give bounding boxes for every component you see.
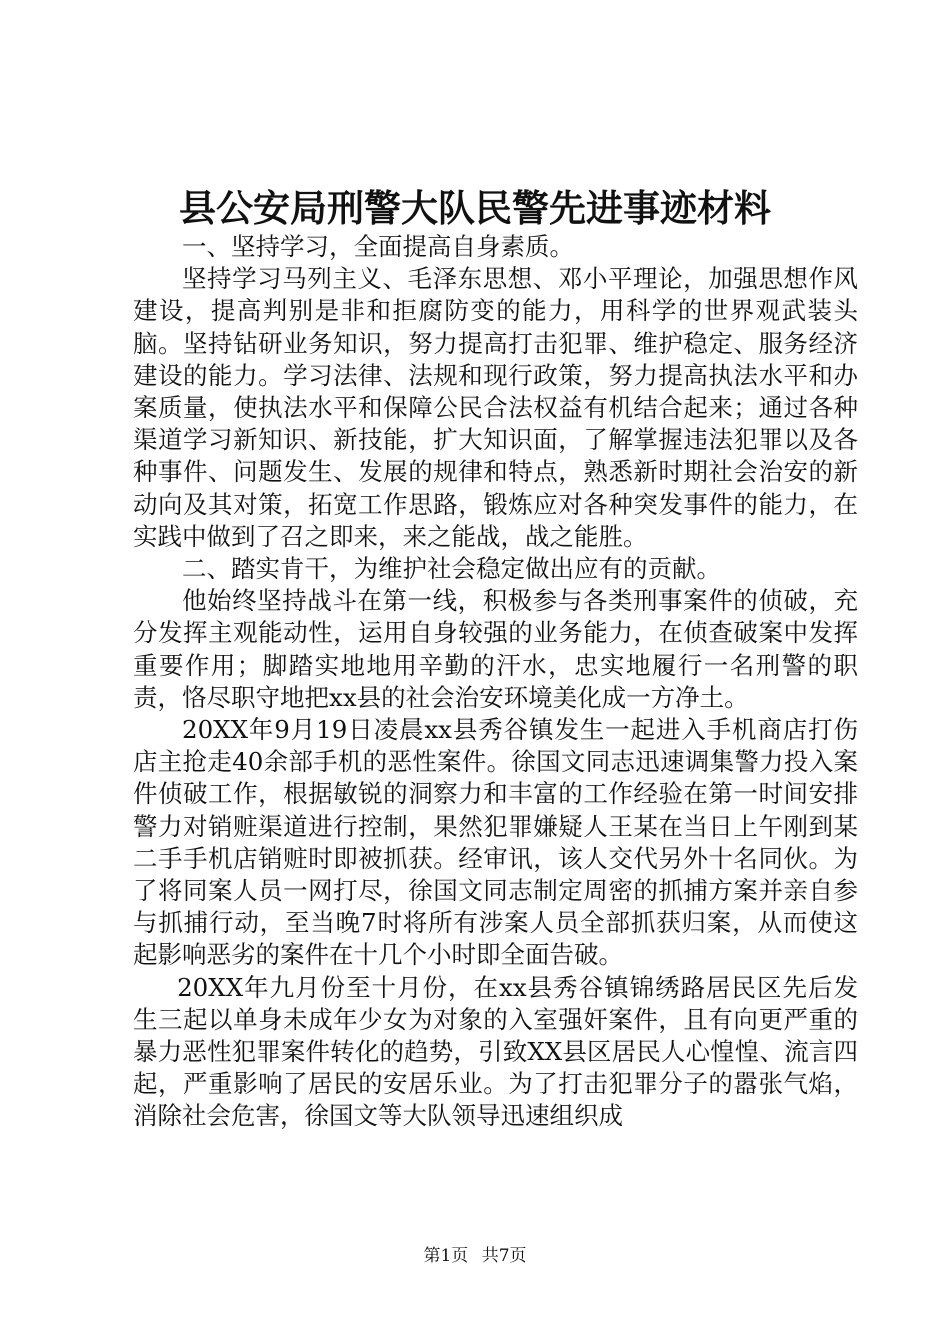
paragraph-case-october: 20XX年九月份至十月份，在xx县秀谷镇锦绣路居民区先后发生三起以单身未成年少女为对象的入室强奸案件，且有向更严重的暴力恶性犯罪案件转化的趋势，引致XX县区居民人心惶惶、流言四起，严重影响了居民的安居乐业。为了打击犯罪分子的嚣张气焰，消除社会危害，徐国文等大队领导迅速组织成 xyxy=(133,972,858,1131)
page-total: 共7页 xyxy=(481,1246,527,1266)
document-body xyxy=(133,231,858,1133)
document-title: 县公安局刑警大队民警先进事迹材料 xyxy=(179,186,771,230)
paragraph-case-september: 20XX年9月19日凌晨xx县秀谷镇发生一起进入手机商店打伤店主抢走40余部手机的恶性案件。徐国文同志迅速调集警力投入案件侦破工作，根据敏锐的洞察力和丰富的工作经验在第一时间安排警力对销赃渠道进行控制，果然犯罪嫌疑人王某在当日上午刚到某二手手机店销赃时即被抓获。经审讯，该人交代另外十名同伙。为了将同案人员一网打尽，徐国文同志制定周密的抓捕方案并亲自参与抓捕行动，至当晚7时将所有涉案人员全部抓获归案，从而使这起影响恶劣的案件在十几个小时即全面告破。 xyxy=(133,715,858,970)
paragraph-frontline: 他始终坚持战斗在第一线，积极参与各类刑事案件的侦破，充分发挥主观能动性，运用自身较强的业务能力，在侦查破案中发挥重要作用；脚踏实地地用辛勤的汗水，忠实地履行一名刑警的职责，恪尽职守地把xx县的社会治安环境美化成一方净土。 xyxy=(133,586,858,712)
page-footer xyxy=(0,1245,950,1267)
section-heading-1: 一、坚持学习，全面提高自身素质。 xyxy=(182,232,574,261)
paragraph-study: 坚持学习马列主义、毛泽东思想、邓小平理论，加强思想作风建设，提高判别是非和拒腐防变的能力，用科学的世界观武装头脑。坚持钻研业务知识，努力提高打击犯罪、维护稳定、服务经济建设的能力。学习法律、法规和现行政策，努力提高执法水平和办案质量，使执法水平和保障公民合法权益有机结合起来；通过各种渠道学习新知识、新技能，扩大知识面，了解掌握违法犯罪以及各种事件、问题发生、发展的规律和特点，熟悉新时期社会治安的新动向及其对策，拓宽工作思路，锻炼应对各种突发事件的能力，在实践中做到了召之即来，来之能战，战之能胜。 xyxy=(133,264,858,551)
page-number: 第1页 xyxy=(423,1246,469,1266)
section-heading-2: 二、踏实肯干，为维护社会稳定做出应有的贡献。 xyxy=(182,554,721,584)
